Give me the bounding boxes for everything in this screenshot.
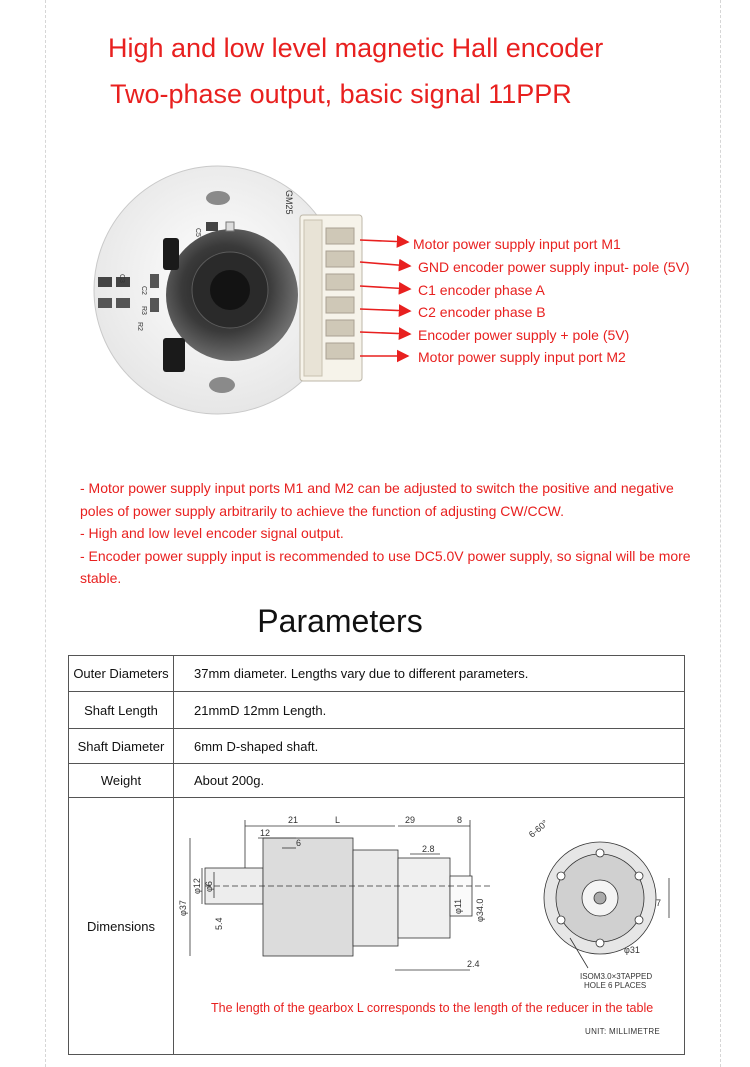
- dim-d11: φ11: [453, 898, 463, 914]
- table-row: [69, 656, 685, 692]
- dim-2-4: 2.4: [467, 959, 480, 969]
- product-subtitle: Two-phase output, basic signal 11PPR: [110, 79, 572, 109]
- dim-6: 6: [296, 838, 302, 848]
- silkscreen-c3: C3: [118, 274, 125, 283]
- param-value: 37mm diameter. Lengths vary due to different parameters.: [174, 656, 685, 692]
- table-row: [69, 729, 685, 764]
- param-value: 21mmD 12mm Length.: [174, 692, 685, 729]
- port-label-m2: Motor power supply input port M2: [418, 349, 626, 365]
- dim-5-4: 5.4: [214, 917, 224, 930]
- param-value: About 200g.: [174, 764, 685, 798]
- dim-2-8: 2.8: [422, 844, 435, 854]
- dim-d31: φ31: [624, 945, 640, 955]
- param-label: Shaft Length: [69, 692, 174, 729]
- tapped-note-2: HOLE 6 PLACES: [584, 981, 647, 990]
- port-label-c2: C2 encoder phase B: [418, 304, 546, 320]
- table-row: [69, 692, 685, 729]
- param-label: Dimensions: [69, 798, 174, 1055]
- silkscreen-r3: R3: [140, 306, 147, 315]
- dim-d34: φ34.0: [475, 898, 485, 922]
- note-item: - High and low level encoder signal output.: [80, 525, 344, 541]
- dim-29: 29: [405, 815, 416, 825]
- silkscreen-model: GM25: [284, 190, 294, 215]
- param-label: Outer Diameters: [69, 656, 174, 692]
- unit-label: UNIT: MILLIMETRE: [585, 1027, 661, 1036]
- note-item: - Encoder power supply input is recommended to use DC5.0V power supply, so signal will be more stable.: [80, 547, 691, 586]
- silkscreen-c2: C2: [140, 286, 147, 295]
- port-label-gnd: GND encoder power supply input- pole (5V): [418, 259, 690, 275]
- tapped-note-1: ISOM3.0×3TAPPED: [580, 972, 653, 981]
- dim-d6: φ6: [204, 881, 214, 892]
- port-label-c1: C1 encoder phase A: [418, 282, 545, 298]
- notes-block: [80, 477, 700, 590]
- port-label-vcc: Encoder power supply + pole (5V): [418, 327, 630, 343]
- silkscreen-c5: C5: [194, 228, 201, 237]
- callout-arrows: [0, 0, 750, 400]
- note-item: - Motor power supply input ports M1 and M2 can be adjusted to switch the positive and negative poles of power supply arbitrarily to achieve the function of adjusting CW/CCW.: [80, 480, 674, 519]
- param-label: Weight: [69, 764, 174, 798]
- param-label: Shaft Diameter: [69, 729, 174, 764]
- gearbox-length-note: The length of the gearbox L corresponds to the length of the reducer in the table: [211, 1001, 654, 1015]
- dimension-drawing: [170, 798, 682, 998]
- dim-angle: 6-60°: [526, 817, 550, 840]
- dim-d12: φ12: [192, 878, 202, 894]
- param-value: 6mm D-shaped shaft.: [174, 729, 685, 764]
- dim-8: 8: [457, 815, 463, 825]
- dim-d37: φ37: [178, 900, 188, 916]
- parameters-heading: Parameters: [257, 603, 423, 639]
- product-title: High and low level magnetic Hall encoder: [108, 33, 604, 63]
- silkscreen-r2: R2: [136, 322, 143, 331]
- dim-L: L: [335, 815, 341, 825]
- dim-7: 7: [656, 898, 662, 908]
- port-label-m1: Motor power supply input port M1: [413, 236, 621, 252]
- dim-21: 21: [288, 815, 299, 825]
- table-row: [69, 764, 685, 798]
- dim-12: 12: [260, 828, 271, 838]
